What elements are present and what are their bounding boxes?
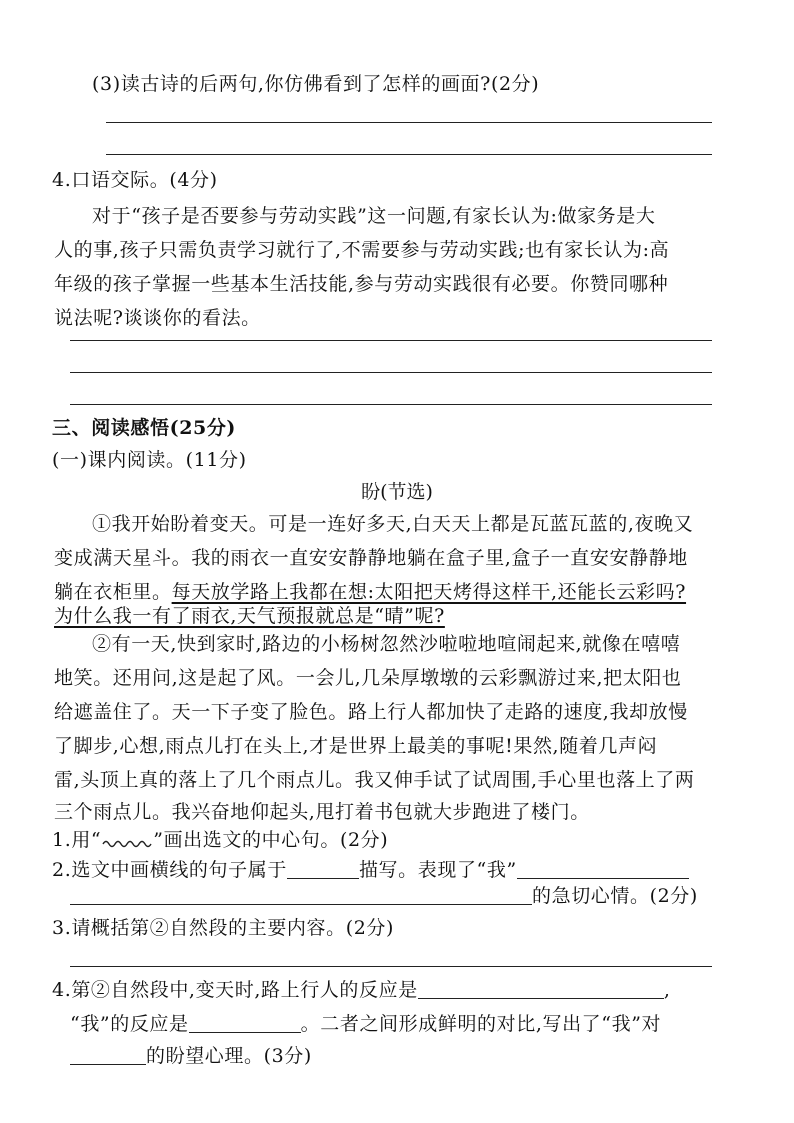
underlined-sentence: 为什么我一有了雨衣,天气预报就总是“晴”呢?	[54, 605, 445, 627]
question-text: 的急切心情。(2分)	[532, 885, 698, 907]
section-title: 三、阅读感悟(25分)	[52, 417, 237, 439]
question-text: ”画出选文的中心句。(2分)	[153, 829, 389, 851]
answer-blank[interactable]	[70, 1044, 146, 1065]
subsection-title: (一)课内阅读。(11分)	[52, 449, 247, 471]
answer-line[interactable]	[70, 340, 712, 341]
passage-line: 三个雨点儿。我兴奋地仰起头,甩打着书包就大步跑进了楼门。	[54, 801, 590, 823]
passage-line: ①我开始盼着变天。可是一连好多天,白天天上都是瓦蓝瓦蓝的,夜晚又	[92, 513, 694, 535]
answer-line[interactable]	[70, 372, 712, 373]
passage-line	[54, 580, 686, 604]
passage-line: 给遮盖住了。天一下子变了脸色。路上行人都加快了走路的速度,我却放慢	[54, 701, 688, 723]
answer-line[interactable]	[106, 122, 712, 123]
question-text: “我”的反应是	[70, 1013, 189, 1035]
oral-paragraph-line: 对于“孩子是否要参与劳动实践”这一问题,有家长认为:做家务是大	[92, 205, 656, 227]
oral-paragraph-line: 说法呢?谈谈你的看法。	[54, 307, 261, 329]
question-text: 1.用“	[52, 829, 102, 851]
wavy-line-icon	[101, 836, 153, 848]
question-2-cont	[70, 884, 698, 908]
passage-line: ②有一天,快到家时,路边的小杨树忽然沙啦啦地喧闹起来,就像在嘻嘻	[92, 633, 681, 655]
oral-paragraph-line: 人的事,孩子只需负责学习就行了,不需要参与劳动实践;也有家长认为:高	[54, 239, 670, 261]
question-4	[52, 978, 670, 1002]
question-3: 3.请概括第②自然段的主要内容。(2分)	[52, 917, 395, 939]
passage-line: 了脚步,心想,雨点儿打在头上,才是世界上最美的事呢!果然,随着几声闷	[54, 735, 658, 757]
answer-blank[interactable]	[287, 858, 359, 879]
question-4-cont	[70, 1012, 661, 1036]
passage-text: 躺在衣柜里。	[54, 581, 172, 603]
answer-blank[interactable]	[189, 1012, 301, 1033]
question-text: 。二者之间形成鲜明的对比,写出了“我”对	[300, 1013, 662, 1035]
passage-line	[54, 604, 445, 628]
answer-line[interactable]	[70, 966, 712, 967]
underlined-sentence: 每天放学路上我都在想:太阳把天烤得这样干,还能长云彩吗?	[171, 581, 687, 603]
answer-line[interactable]	[70, 404, 712, 405]
answer-blank[interactable]	[418, 978, 664, 999]
question-text: ,	[663, 979, 671, 1001]
passage-line: 地笑。还用问,这是起了风。一会儿,几朵厚墩墩的云彩飘游过来,把太阳也	[54, 667, 682, 689]
question-4-cont	[70, 1044, 312, 1068]
question-3-poem: (3)读古诗的后两句,你仿佛看到了怎样的画面?(2分)	[92, 73, 540, 95]
question-text: 的盼望心理。(3分)	[146, 1045, 312, 1067]
question-text: 描写。表现了“我”	[358, 859, 517, 881]
oral-paragraph-line: 年级的孩子掌握一些基本生活技能,参与劳动实践很有必要。你赞同哪种	[54, 273, 669, 295]
question-1	[52, 828, 388, 852]
answer-blank[interactable]	[70, 884, 532, 905]
question-4-oral-title: 4.口语交际。(4分)	[52, 169, 218, 191]
passage-line: 变成满天星斗。我的雨衣一直安安静静地躺在盒子里,盒子一直安安静静地	[54, 547, 688, 569]
passage-line: 雷,头顶上真的落上了几个雨点儿。我又伸手试了试周围,手心里也落上了两	[54, 769, 695, 791]
passage-title: 盼(节选)	[361, 481, 433, 503]
question-text: 2.选文中画横线的句子属于	[52, 859, 287, 881]
question-text: 4.第②自然段中,变天时,路上行人的反应是	[52, 979, 418, 1001]
question-2	[52, 858, 689, 882]
answer-line[interactable]	[106, 154, 712, 155]
answer-blank[interactable]	[517, 858, 689, 879]
